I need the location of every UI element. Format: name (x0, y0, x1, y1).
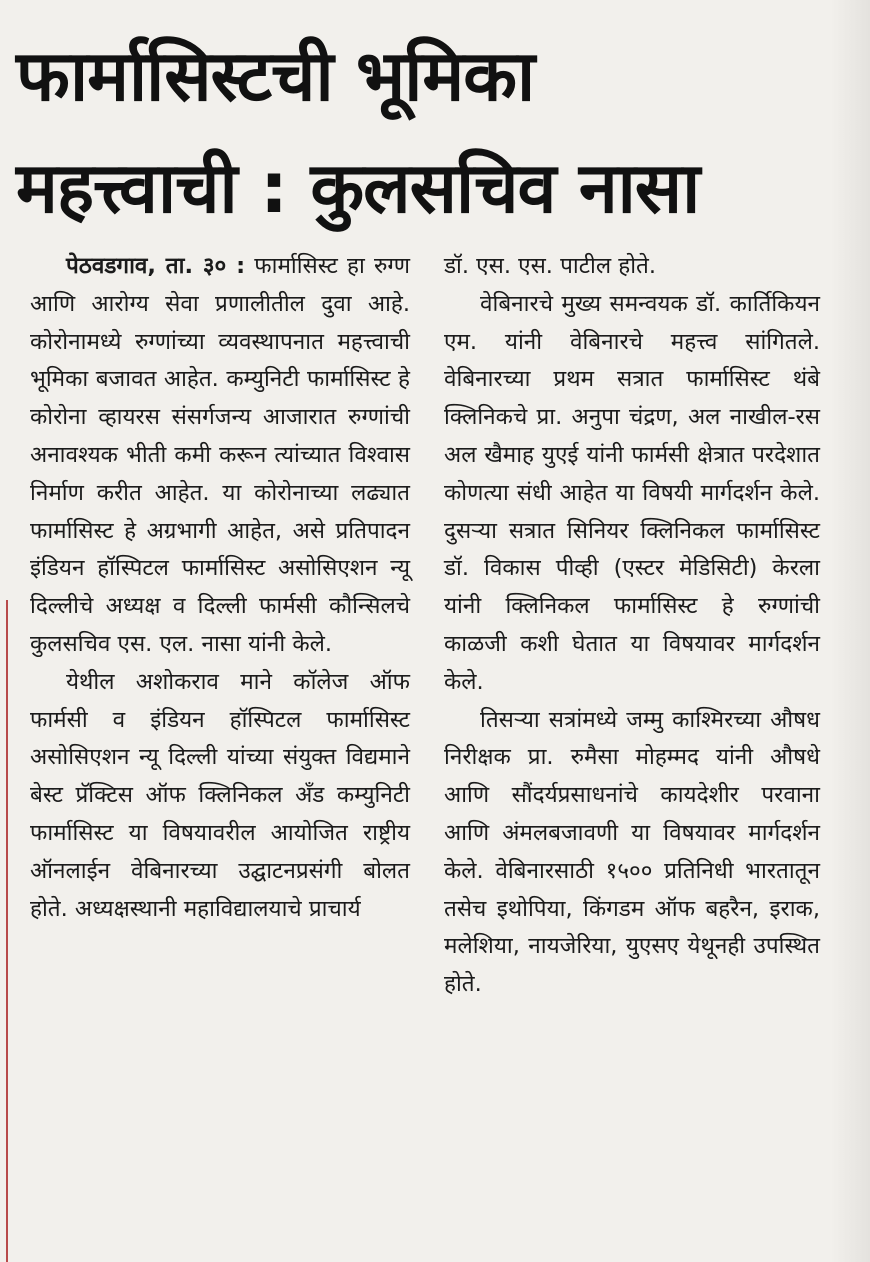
dateline: पेठवडगाव, ता. ३० : (66, 253, 246, 279)
article-paragraph: येथील अशोकराव माने कॉलेज ऑफ फार्मसी व इंडियन हॉस्पिटल फार्मासिस्ट असोसिएशन न्यू दिल्ली यांच्या संयुक्त विद्यमाने बेस्ट प्रॅक्टिस ऑफ क्लिनिकल अँड कम्युनिटी फार्मासिस्ट या विषयावरील आयोजित राष्ट्रीय ऑनलाईन वेबिनारच्या उद्घाटनप्रसंगी बोलत होते. अध्यक्षस्थानी महाविद्यालयाचे प्राचार्य (30, 668, 410, 922)
headline (16, 20, 856, 244)
paragraph-text: फार्मासिस्ट हा रुग्ण आणि आरोग्य सेवा प्रणालीतील दुवा आहे. कोरोनामध्ये रुग्णांच्या व्यवस्थापनात महत्त्वाची भूमिका बजावत आहेत. कम्युनिटी फार्मासिस्ट हे कोरोना व्हायरस संसर्गजन्य आजारात रुग्णांची अनावश्यक भीती कमी करून त्यांच्यात विश्वास निर्माण करीत आहेत. या कोरोनाच्या लढ्यात फार्मासिस्ट हे अग्रभागी आहेत, असे प्रतिपादन इंडियन हॉस्पिटल फार्मासिस्ट असोसिएशन न्यू दिल्लीचे अध्यक्ष व दिल्ली फार्मसी कौन्सिलचे कुलसचिव एस. एल. नासा यांनी केले. (30, 253, 410, 657)
article-paragraph (30, 248, 410, 664)
article-paragraph: वेबिनारचे मुख्य समन्वयक डॉ. कार्तिकियन एम. यांनी वेबिनारचे महत्त्व सांगितले. वेबिनारच्या प्रथम सत्रात फार्मासिस्ट थंबे क्लिनिकचे प्रा. अनुपा चंद्रण, अल नाखील-रस अल खैमाह युएई यांनी फार्मसी क्षेत्रात परदेशात कोणत्या संधी आहेत या विषयी मार्गदर्शन केले. दुसऱ्या सत्रात सिनियर क्लिनिकल फार्मासिस्ट डॉ. विकास पीव्ही (एस्टर मेडिसिटी) केरला यांनी क्लिनिकल फार्मासिस्ट हे रुग्णांची काळजी कशी घेतात या विषयावर मार्गदर्शन केले. (444, 290, 820, 695)
article-column-right (444, 248, 820, 1004)
headline-line-1: फार्मासिस्टची भूमिका (16, 35, 535, 117)
column-rule (6, 600, 8, 1262)
article-paragraph: तिसऱ्या सत्रांमध्ये जम्मु काश्मिरच्या औषध निरीक्षक प्रा. रुमैसा मोहम्मद यांनी औषधे आणि सौंदर्यप्रसाधनांचे कायदेशीर परवाना आणि अंमलबजावणी या विषयावर मार्गदर्शन केले. वेबिनारसाठी १५०० प्रतिनिधी भारतातून तसेच इथोपिया, किंगडम ऑफ बहरैन, इराक, मलेशिया, नायजेरिया, युएसए येथूनही उपस्थित होते. (444, 706, 820, 998)
article-column-left (30, 248, 410, 928)
headline-line-2: महत्त्वाची : कुलसचिव नासा (16, 147, 700, 229)
article-paragraph: डॉ. एस. एस. पाटील होते. (444, 253, 657, 279)
